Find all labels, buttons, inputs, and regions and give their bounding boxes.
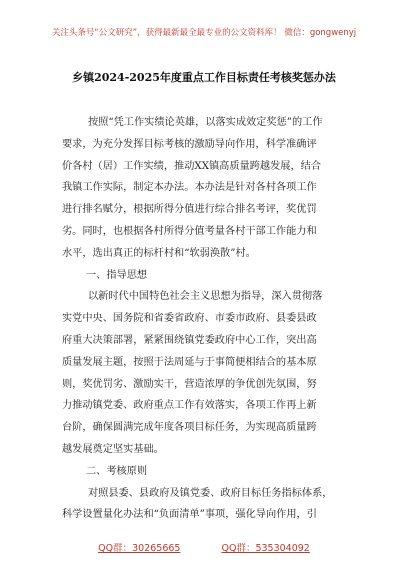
section-heading: 一、指导思想 (86, 269, 148, 281)
paragraph-line: 水平，选出真正的标杆村和“软弱涣散”村。 (62, 247, 256, 259)
paragraph-line: 则，奖优罚劣、激励实干，营造浓厚的争优创先氛围，努 (62, 378, 317, 390)
paragraph-line: 要求，为充分发挥目标考核的激励导向作用，科学准确评 (62, 138, 317, 150)
document-title: 乡镇2024-2025年度重点工作目标责任考核奖惩办法 (72, 71, 336, 84)
footer-contact (0, 540, 408, 554)
paragraph-line: 质量发展主题，按照于法周延与于事简便相结合的基本原 (62, 356, 317, 368)
paragraph-line: 科学设置量化办法和“负面清单”事项，强化导向作用，引 (62, 509, 317, 521)
paragraph-line: 按照“凭工作实绩论英雄，以落实成效定奖惩”的工作 (88, 117, 323, 128)
paragraph-line: 价各村（居）工作实绩，推动XX镇高质量跨越发展，结合 (62, 160, 322, 172)
paragraph-line: 以新时代中国特色社会主义思想为指导，深入贯彻落 (88, 291, 323, 303)
section-heading: 二、考核原则 (86, 465, 148, 477)
paragraph-line: 对照县委、县政府及镇党委、政府目标任务指标体系， (88, 487, 333, 499)
paragraph-line: 我镇工作实际，制定本办法。本办法是针对各村各项工作 (62, 182, 317, 194)
paragraph-line: 力推动镇党委、政府重点工作有效落实，各项工作再上新 (62, 400, 317, 412)
promo-banner: 关注头条号“公文研究”，获得最新最全最专业的公文资料库！ 微信：gongwenyj (51, 28, 357, 38)
paragraph-line: 劣。同时，也根据各村所得分值考量各村干部工作能力和 (62, 225, 317, 237)
paragraph-line: 府重大决策部署，紧紧围绕镇党委政府中心工作，突出高 (62, 334, 317, 346)
paragraph-line: 台阶，确保圆满完成年度各项目标任务，为实现高质量跨 (62, 422, 317, 434)
paragraph-line: 实党中央、国务院和省委省政府、市委市政府、县委县政 (62, 313, 317, 325)
paragraph-line: 越发展奠定坚实基础。 (62, 443, 164, 455)
qq-group-link-2[interactable]: QQ群：535304092 (221, 543, 310, 554)
document-body (62, 112, 362, 526)
paragraph-line: 进行排名赋分，根据所得分值进行综合排名考评，奖优罚 (62, 204, 317, 216)
qq-group-link-1[interactable]: QQ群：30265665 (98, 543, 181, 554)
